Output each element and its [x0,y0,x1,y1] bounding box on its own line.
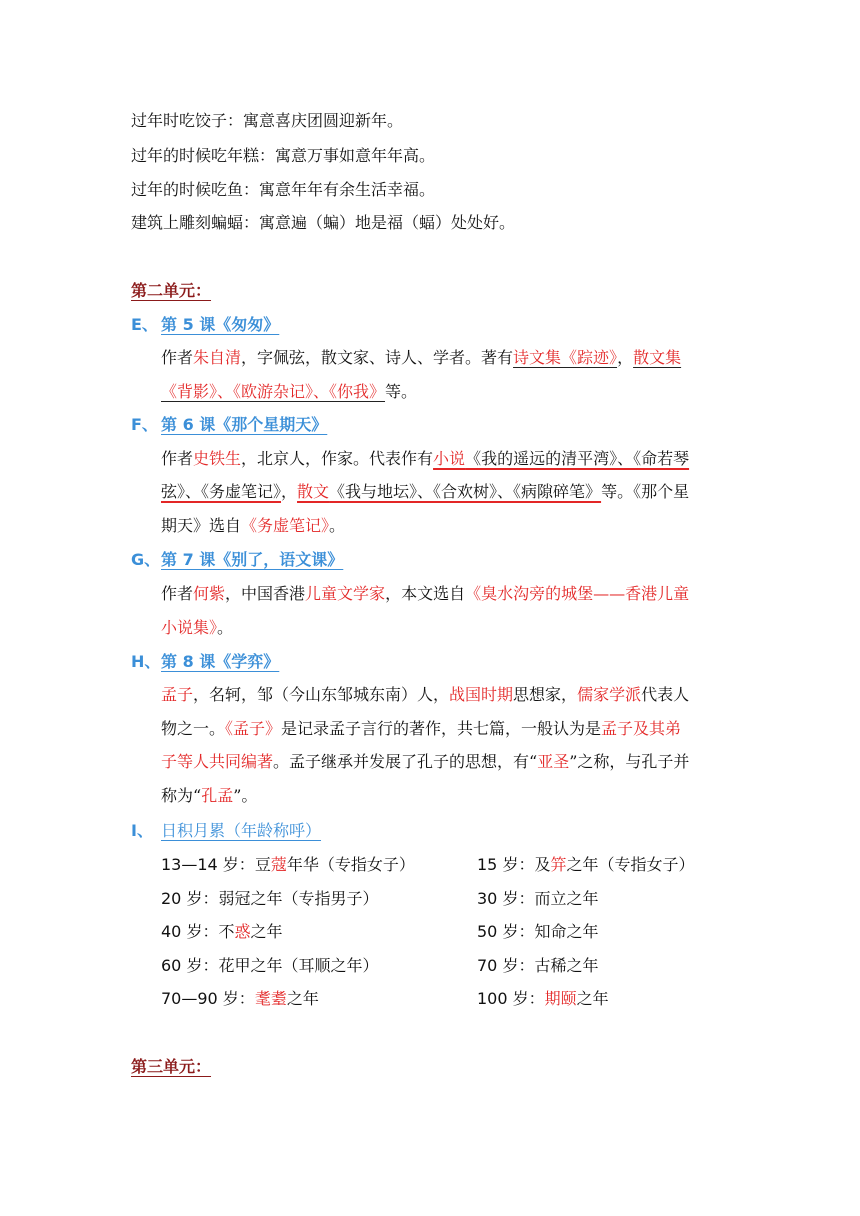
age-label: 100 岁： [477,989,545,1008]
lesson-5-title: 第 5 课《匆匆》 [161,315,280,334]
work-title: 《孟子》 [225,719,282,738]
text: 之年（专指女子） [566,855,695,874]
unit-2-heading: 第二单元： [131,281,212,300]
lesson-7-line-1 [161,584,689,604]
age-term-13-14 [161,855,415,875]
text: 之年 [576,989,609,1008]
text: 思想家， [513,685,578,704]
age-term-20 [161,889,378,909]
lesson-5-line-1 [161,348,681,368]
work-title: 小说集》 [161,618,218,637]
intro-line-3: 过年的时候吃鱼：寓意年年有余生活幸福。 [131,180,436,199]
lesson-6-heading [131,415,328,435]
text: 等。《那个星 [601,482,690,501]
text: 期天》选自 [161,516,242,535]
age-label: 70 岁： [477,956,535,975]
text: 年华（专指女子） [286,855,415,874]
age-label: 30 岁： [477,889,535,908]
text: 物之一。 [161,719,226,738]
highlight: 孟子及其弟 [601,719,682,738]
highlight: 孔孟 [201,786,234,805]
text: 。孟子继承并发展了孔子的思想，有“ [273,752,538,771]
highlight: 战国时期 [449,685,514,704]
age-term-60 [161,956,378,976]
lesson-6-line-3 [161,516,345,536]
work-title: 弦》、《务虚笔记》 [161,482,282,501]
text: 作者 [161,584,194,603]
age-label: 40 岁： [161,922,219,941]
lesson-8-line-2 [161,719,681,739]
age-term-70 [477,956,598,976]
author-name: 何紫 [193,584,226,603]
text: 称为“ [161,786,202,805]
text: 之年 [286,989,319,1008]
text: ， [617,348,634,367]
highlight: 子等人共同编著 [161,752,274,771]
text: ”之称，与孔子并 [569,752,690,771]
highlight: 蔻 [270,855,287,874]
lesson-6-line-1 [161,449,689,469]
work-title: 散文集 [633,348,682,367]
intro-line-2: 过年的时候吃年糕：寓意万事如意年年高。 [131,146,436,165]
lesson-marker: F、 [131,415,158,434]
lesson-5-heading [131,315,280,335]
lesson-8-line-4 [161,786,257,806]
text: 代表人 [641,685,690,704]
intro-line-4: 建筑上雕刻蝙蝠：寓意遍（蝙）地是福（蝠）处处好。 [131,213,516,232]
text: 知命之年 [534,922,599,941]
author-name: 朱自清 [193,348,242,367]
text: 等。 [385,382,418,401]
text: ，北京人，作家。代表作有 [241,449,434,468]
work-title: 《我的遥远的清平湾》、《命若琴 [465,449,690,468]
lesson-8-line-1 [161,685,689,705]
work-title: 散文 [297,482,330,501]
age-term-70-90 [161,989,319,1009]
highlight: 笄 [550,855,567,874]
work-title: 诗文集《踪迹》 [513,348,618,367]
work-title: 《背影》、《欧游杂记》、《你我》 [161,382,386,401]
text: 弱冠之年（专指男子） [218,889,379,908]
text: 作者 [161,449,194,468]
text: ”。 [233,786,258,805]
age-label: 50 岁： [477,922,535,941]
lesson-marker: I、 [131,821,153,840]
author-role: 儿童文学家 [305,584,386,603]
text: 。 [217,618,234,637]
text: 作者 [161,348,194,367]
text: 豆 [254,855,271,874]
lesson-7-heading [131,550,344,570]
lesson-5-line-2 [161,382,417,402]
age-label: 20 岁： [161,889,219,908]
highlight: 亚圣 [537,752,570,771]
author-name: 孟子 [161,685,194,704]
highlight: 期颐 [544,989,577,1008]
age-label: 13—14 岁： [161,855,255,874]
lesson-marker: H、 [131,652,161,671]
author-name: 史铁生 [193,449,242,468]
lesson-7-title: 第 7 课《别了，语文课》 [161,550,344,569]
text: ，字佩弦，散文家、诗人、学者。著有 [241,348,514,367]
work-title: 《务虚笔记》 [241,516,330,535]
age-label: 60 岁： [161,956,219,975]
text: ，中国香港 [225,584,306,603]
age-label: 15 岁： [477,855,535,874]
section-i-heading [131,821,322,841]
highlight: 耄耋 [254,989,287,1008]
lesson-marker: G、 [131,550,161,569]
age-term-100 [477,989,609,1009]
unit-3-heading: 第三单元： [131,1057,212,1076]
lesson-6-title: 第 6 课《那个星期天》 [161,415,328,434]
highlight: 惑 [234,922,251,941]
text: 而立之年 [534,889,599,908]
text: 及 [534,855,551,874]
lesson-8-title: 第 8 课《学弈》 [161,652,280,671]
section-i-title: 日积月累（年龄称呼） [161,821,322,840]
text: ，名轲，邹（今山东邹城东南）人， [193,685,450,704]
age-term-30 [477,889,598,909]
text: 之年 [250,922,283,941]
highlight: 儒家学派 [577,685,642,704]
work-title: 《我与地坛》、《合欢树》、《病隙碎笔》 [329,482,602,501]
age-term-50 [477,922,598,942]
lesson-marker: E、 [131,315,158,334]
work-title: 小说 [433,449,466,468]
lesson-8-line-3 [161,752,689,772]
text: ，本文选自 [385,584,466,603]
age-term-40 [161,922,283,942]
work-title: 《臭水沟旁的城堡——香港儿童 [465,584,690,603]
text: 是记录孟子言行的著作，共七篇，一般认为是 [281,719,602,738]
lesson-7-line-2 [161,618,233,638]
age-label: 70—90 岁： [161,989,255,1008]
text: 古稀之年 [534,956,599,975]
text: 。 [329,516,346,535]
text: 不 [218,922,235,941]
lesson-8-heading [131,652,280,672]
age-term-15 [477,855,695,875]
text: ， [281,482,298,501]
intro-line-1: 过年时吃饺子：寓意喜庆团圆迎新年。 [131,111,404,130]
text: 花甲之年（耳顺之年） [218,956,379,975]
lesson-6-line-2 [161,482,689,502]
